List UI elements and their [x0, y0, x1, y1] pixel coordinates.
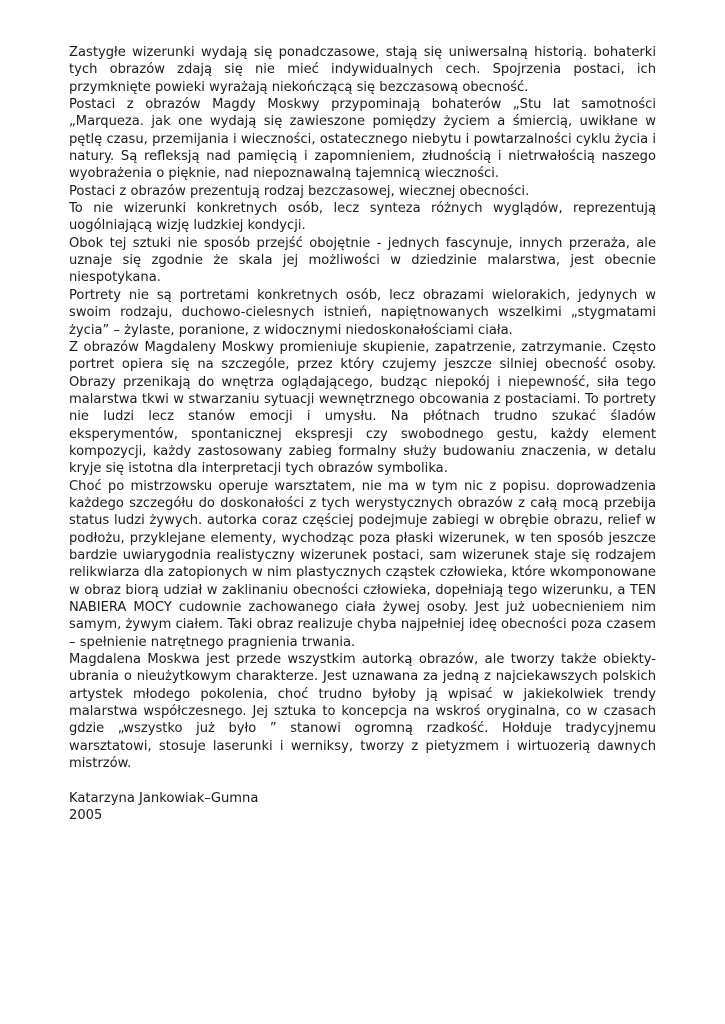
- paragraph-3: Postaci z obrazów prezentują rodzaj bezczasowej, wiecznej obecności.: [69, 183, 530, 199]
- paragraph-2: Postaci z obrazów Magdy Moskwy przypominają bohaterów „Stu lat samotności „Marqueza. jak one wydają się zawieszone pomiędzy życiem a śmiercią, uwikłane w pętlę czasu, przemijania i wieczności, ostatecznego niebytu i powtarzalności cyklu życia i natury. Są refleksją nad pamięcią i zapomnieniem, złudnością i nietrwałością naszego wyobrażenia o pięknie, nad niepoznawalną tajemnicą wieczności.: [69, 97, 656, 182]
- publication-year: 2005: [69, 808, 103, 824]
- paragraph-6: Portrety nie są portretami konkretnych osób, lecz obrazami wielorakich, jedynych w swoim rodzaju, duchowo-cielesnych istnień, napiętnowanych wszelkimi „stygmatami życia” – żylaste, poranione, z widocznymi niedoskonałościami ciała.: [69, 287, 656, 338]
- author-name: Katarzyna Jankowiak–Gumna: [69, 790, 259, 806]
- paragraph-9: Magdalena Moskwa jest przede wszystkim autorką obrazów, ale tworzy także obiekty-ubrania o nieużytkowym charakterze. Jest uznawana za jedną z najciekawszych polskich artystek młodego pokolenia, choć trudno byłoby ją wpisać w jakiekolwiek trendy malarstwa współczesnego. Jej sztuka to koncepcja na wskroś oryginalna, co w czasach gdzie „wszystko już było ” stanowi ogromną rzadkość. Hołduje tradycyjnemu warsztatowi, stosuje laserunki i werniksy, tworzy z pietyzmem i wirtuozerią dawnych mistrzów.: [69, 652, 656, 772]
- paragraph-5: Obok tej sztuki nie sposób przejść obojętnie - jednych fascynuje, innych przeraża, ale uznaje się zgodnie że skala jej możliwości w dziedzinie malarstwa, jest obecnie niespotykana.: [69, 235, 656, 286]
- document-page: [69, 44, 656, 824]
- paragraph-1: Zastygłe wizerunki wydają się ponadczasowe, stają się uniwersalną historią. bohaterki tych obrazów zdają się nie mieć indywidualnych cech. Spojrzenia postaci, ich przymknięte powieki wyrażają niekończącą się bezczasową obecność.: [69, 45, 656, 95]
- paragraph-8: Choć po mistrzowsku operuje warsztatem, nie ma w tym nic z popisu. doprowadzenia każdego szczegółu do doskonałości z tych werystycznych obrazów z całą mocą przebija status ludzi żywych. autorka coraz częściej podejmuje zabiegi w obrębie obrazu, relief w podłożu, przyklejane elementy, wychodząc poza płaski wizerunek, w ten sposób jeszcze bardzie uwiarygodnia realistyczny wizerunek postaci, sam wizerunek staje się rodzajem relikwiarza dla zatopionych w nim plastycznych cząstek człowieka, które wkomponowane w obraz biorą udział w zaklinaniu obecności człowieka, dopełniają tego wizerunku, a TEN NABIERA MOCY cudownie zachowanego ciała żywej osoby. Jest już uobecnieniem nim samym, żywym ciałem. Taki obraz realizuje chyba najpełniej ideę obecności poza czasem – spełnienie natrętnego pragnienia trwania.: [69, 478, 656, 650]
- paragraph-4: To nie wizerunki konkretnych osób, lecz synteza różnych wyglądów, reprezentują uogólniającą wizję ludzkiej kondycji.: [69, 201, 656, 234]
- paragraph-7: Z obrazów Magdaleny Moskwy promieniuje skupienie, zapatrzenie, zatrzymanie. Często portret opiera się na szczególe, przez który czujemy jeszcze silniej obecność osoby. Obrazy przenikają do wnętrza oglądającego, budząc niepokój i niepewność, siła tego malarstwa tkwi w stwarzaniu sytuacji wewnętrznego obcowania z postaciami. To portrety nie ludzi lecz stanów emocji i umysłu. Na płótnach trudno szukać śladów eksperymentów, spontanicznej ekspresji czy swobodnego gestu, każdy element kompozycji, każdy zastosowany zabieg formalny służy budowaniu znaczenia, w detalu kryje się istotna dla interpretacji tych obrazów symbolika.: [69, 339, 656, 477]
- author-signature: [69, 790, 656, 825]
